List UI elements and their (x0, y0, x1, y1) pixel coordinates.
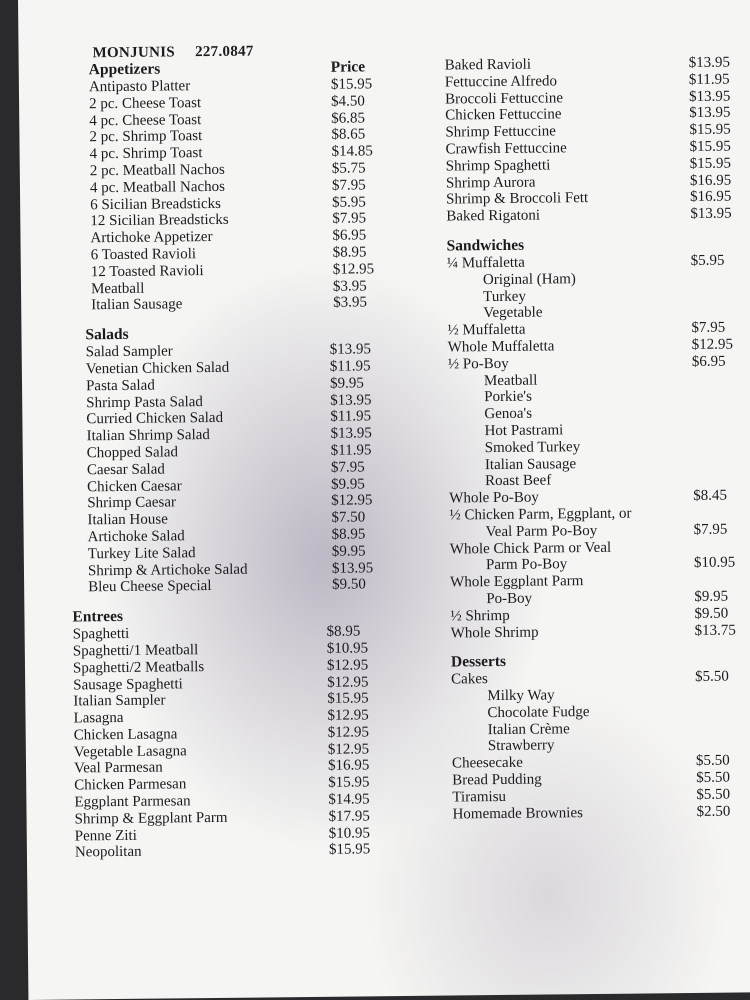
menu-item-name: 2 pc. Cheese Toast (89, 94, 202, 113)
menu-item-name: Fettuccine Alfredo (444, 73, 558, 91)
menu-item-price: $15.95 (330, 76, 373, 93)
menu-item-name: Whole Eggplant Parm (450, 573, 584, 591)
menu-item-name: Neopolitan (74, 844, 142, 861)
menu-item-price: $3.95 (332, 277, 367, 295)
menu-item-name: Po-Boy (486, 590, 533, 608)
entrees-section (72, 605, 385, 861)
menu-item-name: Curried Chicken Salad (86, 410, 224, 428)
menu-item-name: Whole Po-Boy (449, 489, 539, 507)
menu-item-name: Italian Sausage (484, 455, 577, 473)
menu-item-name: Salad Sampler (85, 343, 173, 361)
menu-item-name: Sausage Spaghetti (73, 675, 183, 693)
menu-item-price: $11.95 (688, 71, 730, 88)
menu-item-name: Shrimp Fettuccine (445, 123, 556, 141)
menu-item-price: $7.50 (331, 509, 366, 526)
menu-item-price: $16.95 (327, 757, 370, 775)
menu-item-price (693, 437, 749, 454)
menu-item-price: $7.95 (331, 177, 366, 194)
menu-item-name: Parm Po-Boy (485, 556, 568, 574)
menu-item-name: Veal Parmesan (73, 760, 163, 777)
menu-item-name: Italian Sampler (73, 692, 166, 710)
menu-item-name: Original (Ham) (482, 270, 576, 288)
menu-item-name: Genoa's (484, 405, 533, 423)
menu-item-name: 6 Sicilian Breadsticks (90, 195, 222, 213)
menu-item-name: Spaghetti/1 Meatball (72, 642, 199, 660)
menu-item-name: Vegetable Lasagna (73, 742, 187, 761)
menu-item-price: $6.85 (331, 109, 366, 127)
menu-item-price: $13.75 (694, 622, 736, 639)
menu-item-name: Shrimp Pasta Salad (86, 393, 203, 411)
menu-item-price (693, 504, 749, 521)
menu-item-row (452, 803, 750, 823)
menu-item-price (693, 471, 749, 488)
menu-item-price: $13.95 (330, 391, 372, 409)
menu-item-name: Caesar Salad (86, 461, 165, 479)
menu-item-name: Meatball (90, 280, 145, 297)
menu-item-name: Artichoke Appetizer (90, 229, 213, 247)
menu-item-name: Italian House (87, 511, 168, 529)
desserts-section (451, 651, 750, 823)
section-title: Appetizers (88, 60, 161, 79)
menu-item-row (88, 576, 388, 596)
menu-item-name: Whole Chick Parm or Veal (449, 539, 612, 558)
menu-item-name: Hot Pastrami (484, 422, 564, 440)
section-title: Desserts (450, 653, 507, 671)
menu-item-price: $9.50 (332, 576, 366, 594)
menu-item-name: Antipasto Platter (88, 78, 191, 96)
salads-list (86, 341, 389, 596)
menu-item-price: $12.95 (691, 336, 733, 353)
menu-item-name: Shrimp & Broccoli Fett (446, 190, 589, 208)
menu-item-name: ½ Shrimp (450, 607, 510, 625)
section-title: Entrees (72, 608, 124, 626)
menu-item-name: Italian Sausage (91, 296, 183, 314)
menu-item-price: $13.95 (329, 341, 372, 358)
menu-item-name: Cheesecake (451, 755, 523, 772)
menu-item-price: $12.95 (331, 492, 373, 510)
menu-item-price: $4.50 (330, 93, 365, 110)
menu-item-name: Chocolate Fudge (487, 703, 590, 722)
menu-item-price: $6.95 (332, 227, 367, 244)
menu-item-price (696, 719, 750, 736)
menu-item-price: $12.95 (332, 261, 375, 278)
menu-item-name: ½ Muffaletta (447, 321, 526, 339)
menu-item-price: $5.50 (695, 668, 729, 686)
menu-item-name: 4 pc. Meatball Nachos (89, 178, 226, 197)
menu-item-name: Shrimp Aurora (445, 174, 536, 192)
menu-item-name: Pasta Salad (85, 377, 155, 395)
menu-item-price: $9.95 (329, 375, 364, 392)
phone-number: 227.0847 (194, 43, 254, 61)
menu-item-price: $15.95 (689, 121, 731, 139)
menu-item-price: $16.95 (689, 172, 732, 189)
menu-item-name: 2 pc. Meatball Nachos (89, 161, 225, 180)
menu-item-price: $8.95 (326, 623, 361, 640)
menu-item-price (691, 303, 747, 320)
menu-item-row (451, 622, 750, 642)
salads-section (75, 323, 388, 596)
menu-item-price (696, 736, 750, 753)
menu-item-price: $14.95 (328, 791, 370, 808)
menu-item-name: Italian Crème (487, 720, 570, 738)
left-column (72, 58, 395, 873)
menu-item-name: Baked Rigatoni (446, 207, 541, 225)
menu-item-name: Cakes (451, 671, 488, 688)
menu-item-price: $15.95 (328, 841, 371, 859)
menu-item-name: ½ Po-Boy (447, 355, 509, 373)
menu-item-name: Shrimp & Artichoke Salad (87, 561, 248, 579)
menu-item-price: $5.50 (696, 769, 731, 787)
menu-item-price (694, 538, 750, 555)
menu-item-price: $9.95 (694, 588, 729, 605)
menu-item-row (75, 842, 385, 862)
menu-item-price (695, 702, 750, 719)
menu-item-name: Vegetable (483, 304, 543, 322)
menu-item-price: $15.95 (328, 774, 370, 792)
menu-item-name: 12 Sicilian Breadsticks (90, 212, 229, 230)
section-title: Sandwiches (446, 236, 525, 255)
menu-item-name: 4 pc. Cheese Toast (89, 111, 202, 129)
menu-item-price: $8.95 (332, 244, 367, 261)
sandwiches-list (447, 252, 750, 641)
menu-item-price: $13.95 (689, 104, 731, 122)
menu-item-price: $7.95 (330, 459, 365, 476)
menu-item-name: Baked Ravioli (444, 56, 532, 74)
desserts-list (451, 669, 750, 823)
menu-item-name: Lasagna (73, 710, 124, 727)
menu-item-price (691, 286, 747, 303)
menu-item-price (693, 454, 749, 471)
menu-item-price: $10.95 (328, 825, 371, 842)
menu-item-price: $5.95 (332, 193, 366, 211)
sandwiches-section (447, 234, 750, 641)
menu-item-name: ½ Chicken Parm, Eggplant, or (449, 505, 632, 524)
menu-item-price: $17.95 (328, 808, 370, 825)
appetizers-section (77, 58, 390, 314)
menu-item-name: Shrimp Spaghetti (445, 157, 551, 175)
menu-item-name: Shrimp & Eggplant Parm (74, 809, 228, 828)
menu-item-name: Tiramisu (452, 788, 507, 806)
menu-item-price: $15.95 (689, 138, 731, 155)
menu-item-price: $7.95 (332, 210, 367, 228)
menu-item-price: $12.95 (327, 673, 369, 691)
menu-item-price: $5.50 (696, 786, 731, 803)
menu-item-name: Meatball (483, 372, 538, 389)
menu-item-name: Veal Parm Po-Boy (485, 522, 598, 540)
right-column (445, 54, 750, 835)
price-column-header: Price (330, 58, 366, 76)
menu-item-price: $9.50 (694, 605, 729, 622)
menu-item-price: $12.95 (327, 724, 370, 741)
menu-item-price (692, 370, 748, 387)
menu-item-name: Smoked Turkey (484, 438, 581, 456)
menu-item-name: Turkey Lite Salad (87, 544, 196, 563)
appetizers-list (77, 76, 389, 314)
menu-item-price: $3.95 (333, 294, 368, 312)
menu-item-name: Broccoli Fettuccine (444, 89, 564, 108)
menu-item-name: Venetian Chicken Salad (85, 359, 230, 378)
menu-item-price (692, 387, 748, 404)
menu-item-price: $11.95 (330, 408, 372, 426)
menu-item-price: $15.95 (327, 690, 369, 708)
menu-item-price: $10.95 (326, 640, 369, 657)
menu-item-price: $13.95 (330, 425, 372, 442)
menu-item-name: 4 pc. Shrimp Toast (89, 145, 203, 163)
menu-item-name: Whole Shrimp (450, 624, 539, 642)
restaurant-name: MONJUNIS (92, 44, 176, 62)
menu-item-price: $11.95 (329, 358, 371, 375)
entrees-list (73, 623, 385, 861)
menu-item-price: $13.95 (690, 205, 732, 223)
menu-item-price: $12.95 (326, 657, 369, 674)
menu-item-price: $8.45 (693, 487, 728, 505)
menu-item-name: Bleu Cheese Special (88, 578, 212, 596)
menu-item-row (446, 206, 746, 226)
menu-item-price: $13.95 (331, 559, 374, 577)
menu-item-name: Porkie's (484, 388, 532, 406)
menu-item-name: 6 Toasted Ravioli (90, 246, 197, 264)
menu-item-price: $14.85 (331, 143, 373, 160)
menu-item-name: Shrimp Caesar (87, 494, 177, 512)
menu-item-name: Eggplant Parmesan (74, 793, 191, 811)
menu-item-name: Turkey (483, 288, 527, 305)
menu-item-name: Penne Ziti (74, 827, 137, 845)
menu-item-row (79, 294, 389, 314)
menu-item-price (692, 420, 748, 437)
menu-item-name: Milky Way (487, 687, 555, 705)
menu-item-name: Chicken Fettuccine (445, 106, 562, 124)
menu-item-price: $13.95 (688, 88, 731, 105)
menu-item-price: $7.95 (691, 319, 726, 337)
menu-item-name: ¼ Muffaletta (446, 254, 525, 272)
menu-item-price (692, 404, 748, 421)
menu-item-name: Italian Shrimp Salad (86, 427, 210, 445)
menu-item-price: $12.95 (327, 741, 370, 758)
pastas-list (445, 54, 747, 225)
menu-item-price: $8.65 (331, 126, 366, 144)
menu-item-price: $11.95 (330, 442, 372, 459)
menu-item-name: 12 Toasted Ravioli (90, 262, 204, 281)
menu-item-name: Homemade Brownies (452, 804, 584, 823)
menu-item-price (694, 571, 750, 588)
menu-item-price: $7.95 (693, 521, 728, 538)
menu-item-name: Spaghetti (72, 625, 130, 643)
menu-item-name: Chopped Salad (86, 444, 179, 462)
menu-item-price: $10.95 (693, 554, 736, 572)
pastas-section (445, 54, 747, 225)
menu-item-price: $2.50 (696, 803, 731, 820)
menu-sheet (18, 0, 750, 1000)
menu-item-price: $5.50 (695, 752, 730, 770)
menu-item-name: Whole Muffaletta (447, 338, 555, 356)
menu-item-name: Artichoke Salad (87, 528, 185, 546)
menu-item-price (695, 685, 750, 702)
menu-item-name: Bread Pudding (452, 771, 542, 789)
menu-item-name: Chicken Lasagna (73, 726, 178, 744)
menu-item-price: $13.95 (688, 54, 731, 71)
menu-item-price: $5.75 (331, 160, 366, 177)
menu-item-price: $15.95 (689, 155, 732, 172)
menu-item-name: Spaghetti/2 Meatballs (72, 658, 205, 677)
menu-item-price: $8.95 (331, 526, 366, 543)
menu-item-price: $16.95 (690, 188, 732, 206)
menu-item-price: $6.95 (691, 353, 726, 370)
menu-item-price: $12.95 (327, 707, 369, 724)
menu-item-name: Crawfish Fettuccine (445, 140, 567, 158)
section-title: Salads (85, 326, 129, 344)
menu-item-price: $9.95 (331, 543, 366, 560)
menu-item-name: 2 pc. Shrimp Toast (89, 128, 203, 146)
menu-item-price: $9.95 (331, 475, 365, 493)
menu-item-price (691, 269, 747, 286)
menu-item-name: Chicken Parmesan (74, 776, 187, 794)
menu-item-name: Roast Beef (484, 472, 552, 490)
menu-item-name: Strawberry (487, 737, 555, 755)
menu-item-name: Chicken Caesar (87, 477, 182, 495)
menu-item-price: $5.95 (690, 252, 725, 269)
